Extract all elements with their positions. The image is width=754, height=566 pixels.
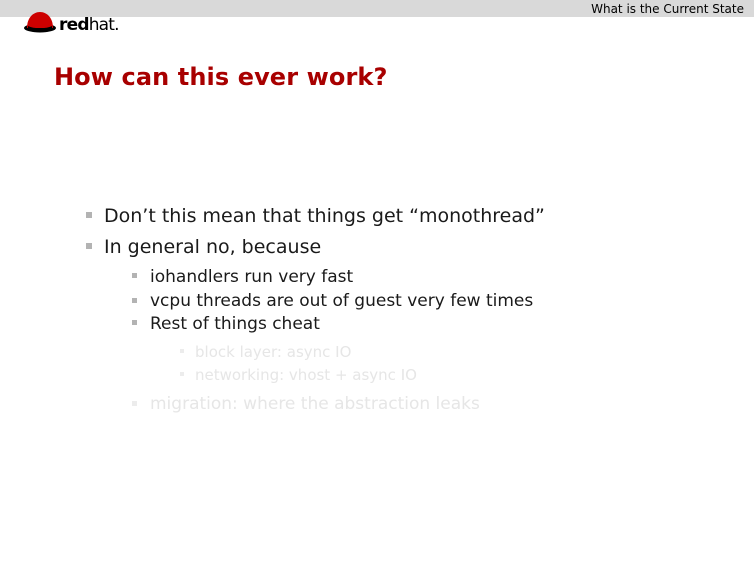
bullet-square-icon	[132, 320, 137, 325]
section-title: What is the Current State	[591, 2, 744, 16]
sub-item-1: iohandlers run very fast	[150, 267, 354, 287]
bullet-square-icon	[132, 401, 137, 406]
sub-sub-item-1: block layer: async IO	[195, 343, 352, 361]
slide-title: How can this ever work?	[54, 63, 388, 91]
bullet-item-2: In general no, because	[104, 236, 322, 258]
bullet-item-1: Don’t this mean that things get “monothread”	[104, 205, 545, 227]
bullet-square-icon	[132, 298, 137, 303]
bullet-square-icon	[180, 349, 184, 353]
sub-sub-item-2: networking: vhost + async IO	[195, 366, 417, 384]
logo-wordmark	[59, 14, 119, 36]
sub-item-3: Rest of things cheat	[150, 314, 320, 334]
logo-text-light: hat.	[88, 15, 119, 35]
bullet-square-icon	[132, 273, 137, 278]
bullet-square-icon	[86, 243, 92, 249]
bullet-square-icon	[86, 212, 92, 218]
sub-item-2: vcpu threads are out of guest very few times	[150, 291, 534, 311]
logo-text-bold: red	[59, 15, 89, 35]
bullet-square-icon	[180, 372, 184, 376]
sub-item-4: migration: where the abstraction leaks	[150, 394, 480, 414]
